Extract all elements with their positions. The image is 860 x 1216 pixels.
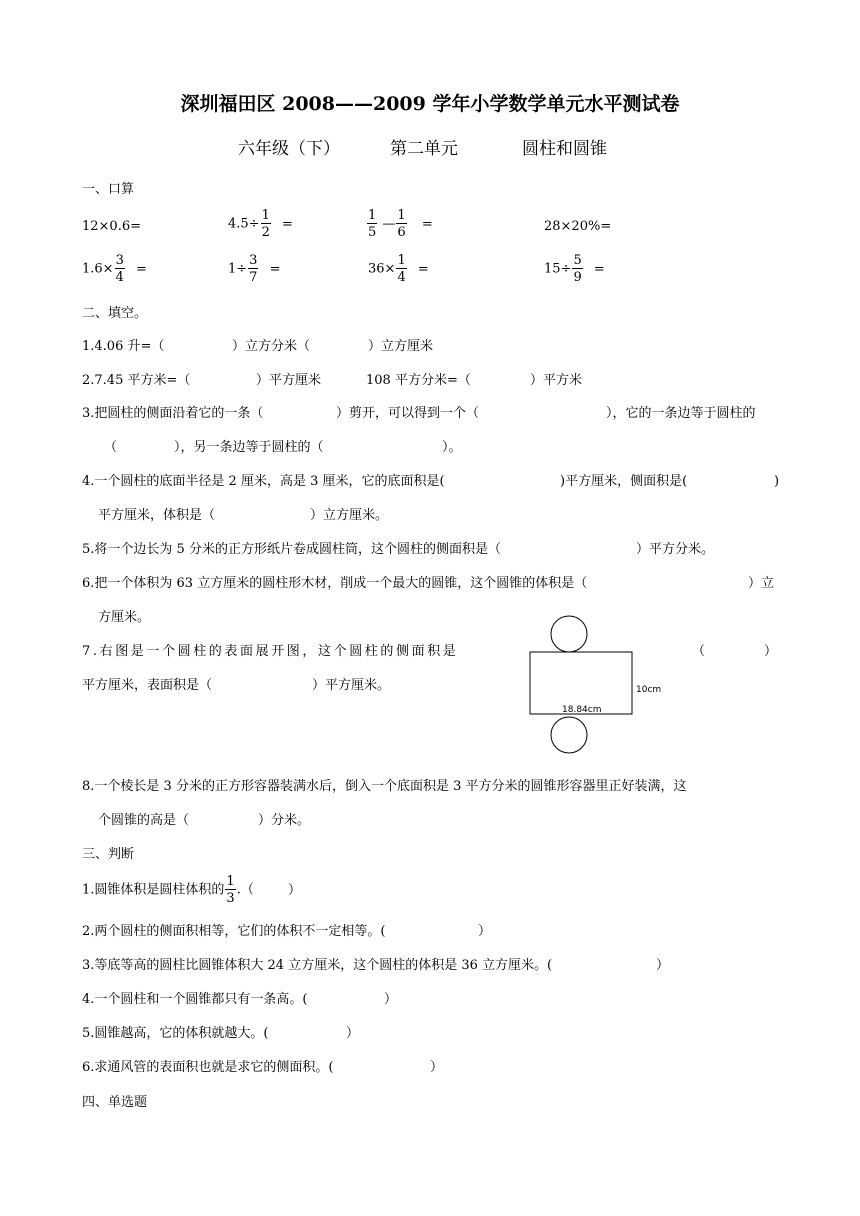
fill-q4-a: 4.一个圆柱的底面半径是 2 厘米，高是 3 厘米，它的底面积是( xyxy=(82,474,445,489)
page-title: 深圳福田区 2008——2009 学年小学数学单元水平测试卷 xyxy=(180,93,680,115)
fill-q7-a: 7.右图是一个圆柱的表面展开图，这个圆柱的侧面积是 xyxy=(82,644,459,659)
fraction: $\frac{1}{3}$ xyxy=(226,874,235,906)
fill-q4-b: )平方厘米，侧面积是( xyxy=(560,474,688,489)
judge-q3-b: ） xyxy=(656,958,670,973)
fill-q3-d: （ xyxy=(104,440,118,455)
fraction: $\frac{3}{4}$ xyxy=(115,253,124,285)
fill-q6-a: 6.把一个体积为 63 立方厘米的圆柱形木材，削成一个最大的圆锥，这个圆锥的体积是（ xyxy=(82,576,588,591)
fill-q3-c: ），它的一条边等于圆柱的 xyxy=(606,406,756,421)
fill-q8-a: 8.一个棱长是 3 分米的正方形容器装满水后，倒入一个底面积是 3 平方分米的圆锥形容器里正好装满，这 xyxy=(82,779,687,794)
fill-q2-a: 2.7.45 平方米=（ xyxy=(82,373,191,388)
fill-q8-b: 个圆锥的高是（ xyxy=(98,813,190,828)
fill-q3-b: ）剪开，可以得到一个（ xyxy=(336,406,480,421)
subtitle-unit: 第二单元 xyxy=(390,139,458,159)
cylinder-net-diagram xyxy=(510,610,670,760)
fill-q7-c: ） xyxy=(764,644,778,659)
fill-q6-b: ）立 xyxy=(748,576,775,591)
fill-q1-c: ）立方厘米 xyxy=(368,339,434,354)
section-4-heading: 四、单选题 xyxy=(82,1095,148,1110)
fraction: $\frac{1}{2}$ xyxy=(261,208,270,240)
width-label: 18.84cm xyxy=(562,705,602,715)
judge-q4-b: ） xyxy=(384,992,398,1007)
judge-q2-b: ） xyxy=(478,924,492,939)
judge-q2-a: 2.两个圆柱的侧面积相等，它们的体积不一定相等。( xyxy=(82,924,386,939)
section-1-heading: 一、口算 xyxy=(82,182,135,197)
fraction: $\frac{1}{6}$ xyxy=(397,208,406,240)
calc-2: 4.5÷ $\frac{1}{2}$ = xyxy=(228,208,293,240)
fill-q3-f: ）。 xyxy=(442,440,462,455)
fill-q5-a: 5.将一个边长为 5 分米的正方形纸片卷成圆柱筒，这个圆柱的侧面积是（ xyxy=(82,542,501,557)
fill-q3-e: ），另一条边等于圆柱的（ xyxy=(174,440,324,455)
calc-8: 15÷ $\frac{5}{9}$ = xyxy=(544,253,605,285)
judge-q1: 1.圆锥体积是圆柱体积的 $\frac{1}{3}$ .（ ） xyxy=(82,874,301,906)
fill-q6-c: 方厘米。 xyxy=(98,610,151,625)
fraction: $\frac{3}{7}$ xyxy=(249,253,258,285)
section-3-heading: 三、判断 xyxy=(82,847,135,862)
fill-q4-c: ) xyxy=(774,474,780,489)
fraction: $\frac{5}{9}$ xyxy=(573,253,582,285)
fill-q2-c: 108 平方分米=（ xyxy=(366,373,471,388)
fill-q5-b: ）平方分米。 xyxy=(636,542,715,557)
judge-q4-a: 4.一个圆柱和一个圆锥都只有一条高。( xyxy=(82,992,308,1007)
fill-q7-b: （ xyxy=(692,644,706,659)
calc-6: 1÷ $\frac{3}{7}$ = xyxy=(228,253,281,285)
subtitle-topic: 圆柱和圆锥 xyxy=(522,139,607,159)
judge-q5-b: ） xyxy=(346,1026,360,1041)
fill-q4-e: ）立方厘米。 xyxy=(310,508,389,523)
height-label: 10cm xyxy=(636,685,662,695)
calc-7: 36× $\frac{1}{4}$ = xyxy=(368,253,429,285)
subtitle-grade: 六年级（下） xyxy=(238,139,340,159)
bottom-circle xyxy=(551,717,587,753)
section-2-heading: 二、填空。 xyxy=(82,306,148,321)
fraction: $\frac{1}{5}$ xyxy=(368,208,377,240)
fill-q7-e: ）平方厘米。 xyxy=(312,678,391,693)
fill-q2-d: ）平方米 xyxy=(530,373,583,388)
calc-4: 28×20%= xyxy=(544,219,612,234)
fill-q2-b: ）平方厘米 xyxy=(256,373,322,388)
judge-q6-b: ） xyxy=(430,1060,444,1075)
fill-q3-a: 3.把圆柱的侧面沿着它的一条（ xyxy=(82,406,264,421)
fill-q1-a: 1.4.06 升=（ xyxy=(82,339,165,354)
judge-q3-a: 3.等底等高的圆柱比圆锥体积大 24 立方厘米，这个圆柱的体积是 36 立方厘米。( xyxy=(82,958,553,973)
fill-q7-d: 平方厘米，表面积是（ xyxy=(82,678,213,693)
calc-1: 12×0.6= xyxy=(82,219,142,234)
judge-q5-a: 5.圆锥越高，它的体积就越大。( xyxy=(82,1026,269,1041)
fill-q4-d: 平方厘米，体积是（ xyxy=(98,508,216,523)
calc-5: 1.6× $\frac{3}{4}$ = xyxy=(82,253,147,285)
fill-q1-b: ）立方分米（ xyxy=(232,339,311,354)
judge-q6-a: 6.求通风管的表面积也就是求它的侧面积。( xyxy=(82,1060,334,1075)
fill-q8-c: ）分米。 xyxy=(258,813,311,828)
fraction: $\frac{1}{4}$ xyxy=(397,253,406,285)
top-circle xyxy=(551,616,587,652)
calc-3: $\frac{1}{5}$ — $\frac{1}{6}$ = xyxy=(368,208,433,240)
